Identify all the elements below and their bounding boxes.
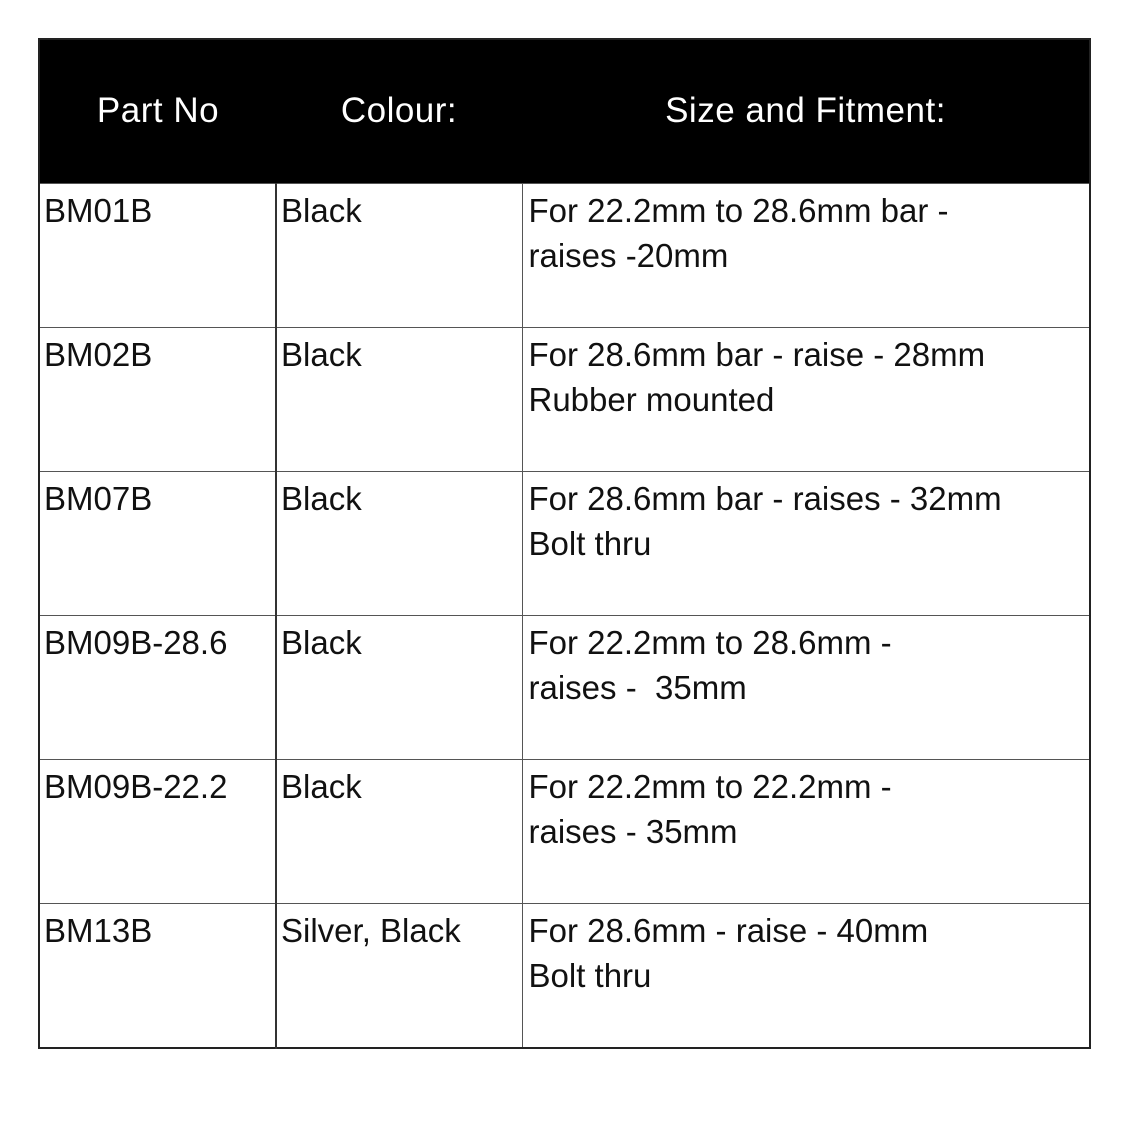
table-row bbox=[39, 904, 1090, 1048]
fitment-cell bbox=[522, 327, 1090, 471]
colour-cell: Black bbox=[276, 327, 522, 471]
fitment-line: For 22.2mm to 22.2mm - bbox=[528, 768, 892, 806]
colour-cell: Black bbox=[276, 615, 522, 759]
fitment-line: Rubber mounted bbox=[528, 380, 775, 418]
part-no-cell: BM09B-28.6 bbox=[39, 615, 276, 759]
part-no-cell: BM07B bbox=[39, 471, 276, 615]
fitment-line: raises - 35mm bbox=[528, 668, 747, 706]
table-header bbox=[39, 39, 1090, 183]
table-row bbox=[39, 760, 1090, 904]
header-row bbox=[39, 39, 1090, 183]
part-no-cell: BM02B bbox=[39, 327, 276, 471]
fitment-cell bbox=[522, 471, 1090, 615]
part-no-cell: BM01B bbox=[39, 183, 276, 327]
fitment-line: For 22.2mm to 28.6mm - bbox=[528, 623, 892, 661]
fitment-line: For 28.6mm bar - raises - 32mm bbox=[528, 479, 1002, 517]
colour-cell: Black bbox=[276, 760, 522, 904]
table-row bbox=[39, 183, 1090, 327]
table-row bbox=[39, 471, 1090, 615]
spec-table bbox=[38, 38, 1091, 1049]
header-colour: Colour: bbox=[276, 39, 522, 183]
colour-cell: Black bbox=[276, 471, 522, 615]
fitment-line: raises - 35mm bbox=[528, 813, 738, 851]
header-size-fitment: Size and Fitment: bbox=[522, 39, 1090, 183]
fitment-cell bbox=[522, 183, 1090, 327]
colour-cell: Black bbox=[276, 183, 522, 327]
fitment-line: For 28.6mm bar - raise - 28mm bbox=[528, 335, 986, 373]
table-body bbox=[39, 183, 1090, 1048]
table-row bbox=[39, 615, 1090, 759]
header-part-no: Part No bbox=[39, 39, 276, 183]
table-row bbox=[39, 327, 1090, 471]
fitment-line: raises -20mm bbox=[528, 236, 729, 274]
fitment-cell bbox=[522, 904, 1090, 1048]
fitment-line: Bolt thru bbox=[528, 957, 652, 995]
part-no-cell: BM09B-22.2 bbox=[39, 760, 276, 904]
fitment-cell bbox=[522, 615, 1090, 759]
part-no-cell: BM13B bbox=[39, 904, 276, 1048]
colour-cell: Silver, Black bbox=[276, 904, 522, 1048]
fitment-cell bbox=[522, 760, 1090, 904]
fitment-line: For 22.2mm to 28.6mm bar - bbox=[528, 191, 949, 229]
fitment-line: For 28.6mm - raise - 40mm bbox=[528, 912, 929, 950]
fitment-line: Bolt thru bbox=[528, 524, 652, 562]
